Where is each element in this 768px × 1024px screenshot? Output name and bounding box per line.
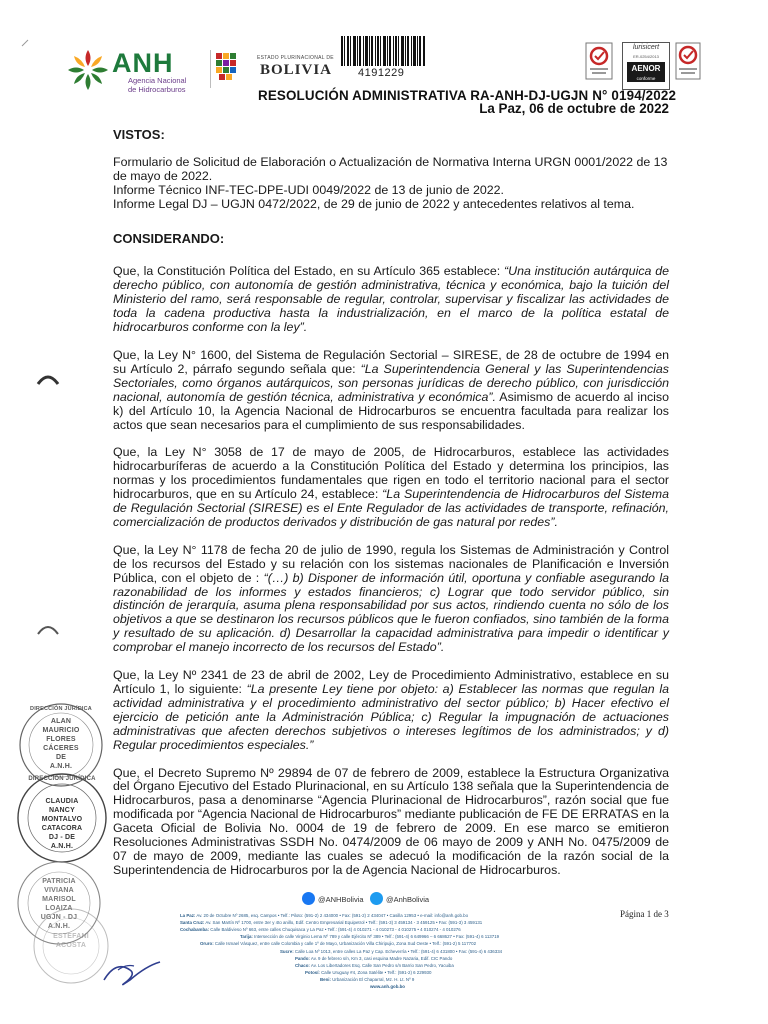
- stamp-text: ACOSTA: [55, 942, 87, 949]
- address-line: [280, 948, 700, 955]
- stamp-text: FLORES: [46, 736, 76, 743]
- stamp-text: MARISOL: [42, 896, 76, 903]
- address-text: Av. Los Libertadores Esq. Calle San Pedro s/n Barrio San Pedro, Yacuiba: [310, 963, 454, 968]
- stamp-text: A.N.H.: [47, 923, 71, 930]
- stamp-text: DIRECCIÓN JURÍDICA: [28, 776, 96, 782]
- address-city: Tarija:: [240, 934, 253, 939]
- aenor-cert-mark: AENOR: [627, 62, 665, 75]
- handwritten-signature: [96, 940, 196, 990]
- stamp-text: MONTALVO: [41, 816, 83, 823]
- address-text: Calle Uruguay #4, Zona Satélite • Telf.: (591-2) 6 229930: [321, 970, 432, 975]
- stamp-text: CLAUDIA: [45, 798, 79, 805]
- address-text: Calle Baldivieso Nº 663, entre calles Chuquisaca y La Paz • Telf.: (591-4) 4 010271 - 4 010273 - 4 010275 • 4 010274 - 4 010276: [210, 927, 461, 932]
- facebook-icon: [302, 892, 315, 905]
- twitter-icon: [370, 892, 383, 905]
- stamp-text: ALAN: [50, 718, 72, 725]
- paragraph-quote: “(…) b) Disponer de información útil, oportuna y confiable asegurando la razonabilidad de los informes y estados financieros; c) Lograr que todo servidor público, sin distinción de jerarquía, asuma plena responsabilidad por sus actos, rindiendo cuenta no sólo de los objetivos a que se destinaron los recursos públicos que le fueron confiados, sino también de la forma y resultado de su aplicación. d) Desarrollar la capacidad administrativa para impedir o identificar y comprobar el manejo incorrecto de los recursos del Estado”.: [113, 570, 670, 655]
- bolivia-emblem-icon: [214, 49, 244, 85]
- resolution-date: La Paz, 06 de octubre de 2022: [479, 101, 669, 116]
- header-divider: [210, 50, 211, 88]
- quality-cert-logo: [675, 42, 701, 80]
- address-city: Cochabamba:: [180, 927, 210, 932]
- address-city: Potosí:: [305, 970, 320, 975]
- document-body: [113, 128, 669, 878]
- paragraph-text: Que, el Decreto Supremo Nº 29894 de 07 de febrero de 2009, establece la Estructura Organizativa del Órgano Ejecutivo del Estado Plurinacional, en su Artículo 138 señala que la Superintendencia de Hidrocarburos, pasa a denominarse “Agencia Plurinacional de Hidrocarburos”, razón social que fue modificada por “Agencia Nacional de Hidrocarburos” mediante publicación de FE DE ERRATAS en la Gaceta Oficial de Bolivia No. 0004 de 19 de febrero de 2009. En ese marco se emitieron Resoluciones Administrativas SSDH No. 0474/2009 de 06 mayo de 2009 y ANH No. 0475/2009 de 07 de mayo de 2009, mediante las cuales se adecuó la modificación de la razón social de la Superintendencia de Hidrocarburos por la de Agencia Nacional de Hidrocarburos.: [113, 765, 669, 877]
- stamp-text: DIRECCIÓN JURÍDICA: [30, 706, 92, 712]
- anh-logo-subtitle-1: Agencia Nacional: [128, 76, 187, 85]
- paragraph-text: Que, la Ley N° 1600, del Sistema de Regulación Sectorial – SIRESE, de 28 de octubre de 1994 en su Artículo 2, párrafo segundo señala que:: [113, 347, 669, 376]
- stamp-text: VIVIANA: [44, 887, 74, 894]
- stamp-text: DJ - DE: [48, 834, 76, 841]
- address-city: Oruro:: [200, 941, 214, 946]
- stamp-text: CÁCERES: [43, 745, 79, 752]
- vistos-line: Formulario de Solicitud de Elaboración o Actualización de Normativa Interna URGN 0001/2022 de 13 de mayo de 2022.: [113, 154, 668, 183]
- paragraph: [113, 349, 669, 432]
- anh-logo-word: ANH: [112, 48, 174, 78]
- address-text: Av. 20 de Octubre Nº 2685, esq. Campos • Telf.: Piloto: (591-2) 2 434000 • Fax: (591-2) 2 434047 • Casilla 12953 • e-mail: info@anh.gob.bo: [196, 913, 469, 918]
- twitter-handle[interactable]: @AnhBolivia: [386, 895, 430, 904]
- vistos-line: Informe Legal DJ – UGJN 0472/2022, de 29 de junio de 2022 y antecedentes relativos al tema.: [113, 196, 635, 211]
- address-city: Chaco:: [295, 963, 310, 968]
- state-name: BOLIVIA: [260, 62, 333, 78]
- address-city: La Paz:: [180, 913, 196, 918]
- address-city: Beni:: [320, 977, 331, 982]
- barcode-number: 4191229: [358, 67, 405, 79]
- address-line: [305, 969, 725, 976]
- address-line: [180, 919, 600, 926]
- address-text: Urbanización El Chaparral, Mz. H. Lt. Nº 9: [332, 977, 415, 982]
- paragraph-quote: “La Superintendencia de Hidrocarburos del Sistema de Regulación Sectorial (SIRESE) es el Ente Regulador de las actividades de transporte, refinación, comercialización de productos derivados y distribución de gas natural por redes”.: [113, 487, 669, 529]
- stamp-text: LOAIZA: [45, 905, 73, 912]
- state-subtitle: ESTADO PLURINACIONAL DE: [257, 55, 334, 61]
- address-line: [320, 976, 740, 983]
- address-line: [295, 962, 715, 969]
- address-city: Pando:: [295, 956, 310, 961]
- hole-punch-mark-icon: [36, 372, 60, 386]
- paragraph-quote: “La presente Ley tiene por objeto: a) Establecer las normas que regulan la actividad administrativa y el procedimiento administrativo del sector público; b) Hacer efectivo el ejercicio de petición ante la Administración Pública; c) Regular la impugnación de actuaciones administrativas que afecten derechos subjetivos o intereses legítimos de los administrados; y d) Regular procedimientos especiales.”: [113, 682, 669, 752]
- bolivia-state-logo: [214, 49, 334, 89]
- stamp-text: PATRICIA: [42, 878, 76, 885]
- paragraph-tail: Asimismo de acuerdo al inciso k) del Artículo 10, la Agencia Nacional de Hidrocarburos se encuentra facultada para realizar los actos que sean necesarios para el cumplimiento de sus responsabilidades.: [113, 389, 670, 432]
- anh-flame-icon: [66, 48, 110, 92]
- anh-logo: [66, 48, 206, 94]
- address-text: Intersección de calle Virginio Lema Nº 789 y calle Ejército Nº 389 • Telf.: (591-4) 6 649966 – 6 668627 • Fax: (591-4) 6 113719: [254, 934, 500, 939]
- stamp-text: CATACORA: [41, 825, 83, 832]
- address-line: [180, 926, 600, 933]
- paragraph: [113, 446, 669, 529]
- paragraph: [113, 265, 669, 335]
- aenor-cert-reg: ER-0254/2013: [633, 54, 659, 59]
- signature-stamp: [14, 770, 110, 866]
- letterhead: [0, 0, 768, 130]
- stamp-text: A.N.H.: [50, 843, 74, 850]
- iqnet-cert-icon: [585, 42, 613, 80]
- address-city: Sucre:: [280, 949, 294, 954]
- iqnet-cert-logo: [585, 42, 613, 80]
- website-link[interactable]: [370, 983, 768, 990]
- paragraph-text: Que, la Constitución Política del Estado, en su Artículo 365 establece:: [113, 264, 504, 279]
- considerando-heading: CONSIDERANDO:: [113, 230, 225, 246]
- quality-cert-icon: [675, 42, 701, 80]
- aenor-cert-conforme: conforme: [627, 75, 665, 82]
- stamp-text: A.N.H.: [49, 763, 73, 770]
- vistos-heading: VISTOS:: [113, 127, 165, 142]
- paragraph-quote: “La Superintendencia General y las Superintendencias Sectoriales, como órganos autárquicos, son personas jurídicas de derecho público, con jurisdicción nacional, autonomía de gestión técnica, administrativa y económica”.: [113, 361, 669, 404]
- address-text: Calle Ismael Vásquez, entre calle Colombia y calle 1º de Mayo, Urbanización Villa Chiripujio, Zona Sud Oeste • Telf.: (591-2) 5 117702: [214, 941, 477, 946]
- page-number: Página 1 de 3: [620, 909, 669, 919]
- facebook-handle[interactable]: @ANHBolivia: [318, 895, 364, 904]
- anh-logo-subtitle-2: de Hidrocarburos: [128, 85, 186, 94]
- stamp-text: DE: [55, 754, 67, 761]
- stamp-text: MAURICIO: [42, 727, 80, 734]
- address-line: [180, 912, 600, 919]
- paragraph: [113, 669, 669, 752]
- paragraph: [113, 544, 669, 655]
- resolution-title: RESOLUCIÓN ADMINISTRATIVA RA-ANH-DJ-UGJN N° 0194/2022: [258, 88, 677, 103]
- aenor-cert-top-text: lurisicert: [632, 44, 660, 51]
- vistos-line: Informe Técnico INF-TEC-DPE-UDI 0049/2022 de 13 de junio de 2022.: [113, 182, 504, 197]
- stamp-text: NANCY: [49, 807, 75, 814]
- paragraph-quote: “Una institución autárquica de derecho público, con autonomía de gestión administrativa, técnica y económica, bajo la tuición del Ministerio del ramo, será responsable de regular, controlar, supervisar y fiscalizar las actividades de toda la cadena productiva hasta la industrialización, en el marco de la política estatal de hidrocarburos conforme con la ley”.: [113, 264, 669, 335]
- paragraph-text: Que, la Ley Nº 2341 de 23 de abril de 2002, Ley de Procedimiento Administrativo, establece en su Artículo 1, lo siguiente:: [113, 668, 669, 696]
- aenor-cert-logo: [622, 42, 670, 90]
- address-text: Av. San Martín Nº 1700, entre 3er y 4to anillo, Edif. Centro Empresarial Equipetrol • Telf.: (591-3) 3 459134 - 3 459125 • Fax: (591-3) 3 459131: [205, 920, 483, 925]
- paragraph: [113, 767, 669, 878]
- stamp-text: ESTEFANI: [53, 933, 89, 940]
- address-city: Santa Cruz:: [180, 920, 205, 925]
- address-text: Calle Loa Nº 1013, entre calles La Paz y Cap. Echeverría • Telf.: (591-4) 6 431800 • Fax: (591-4) 6 436334: [294, 949, 503, 954]
- paragraph-text: Que, la Ley N° 1178 de fecha 20 de julio de 1990, regula los Sistemas de Administración y Control de los recursos del Estado y su relación con los sistemas nacionales de Planificación e Inversión Pública, con el objeto de :: [113, 542, 669, 585]
- address-text: Av. 9 de febrero s/n, Km 3, casi esquina Madre Nazaria, Edif. CIC Pando: [310, 956, 453, 961]
- address-line: [240, 933, 660, 940]
- address-line: [295, 955, 715, 962]
- hole-punch-mark-icon: [36, 622, 60, 636]
- paragraph-text: Que, la Ley N° 3058 de 17 de mayo de 2005, de Hidrocarburos, establece las actividades hidrocarburíferas de acuerdo a la Constitución Política del Estado y determina los principios, las normas y los procedimientos fundamentales que rigen en todo el territorio nacional para el sector hidrocarburos, que en su Artículo 24, establece:: [113, 445, 669, 502]
- stamp-text: UGJN - DJ: [40, 914, 78, 921]
- website-text: www.anh.gob.bo: [370, 984, 405, 989]
- address-line: [200, 940, 620, 947]
- barcode-icon: [341, 36, 425, 66]
